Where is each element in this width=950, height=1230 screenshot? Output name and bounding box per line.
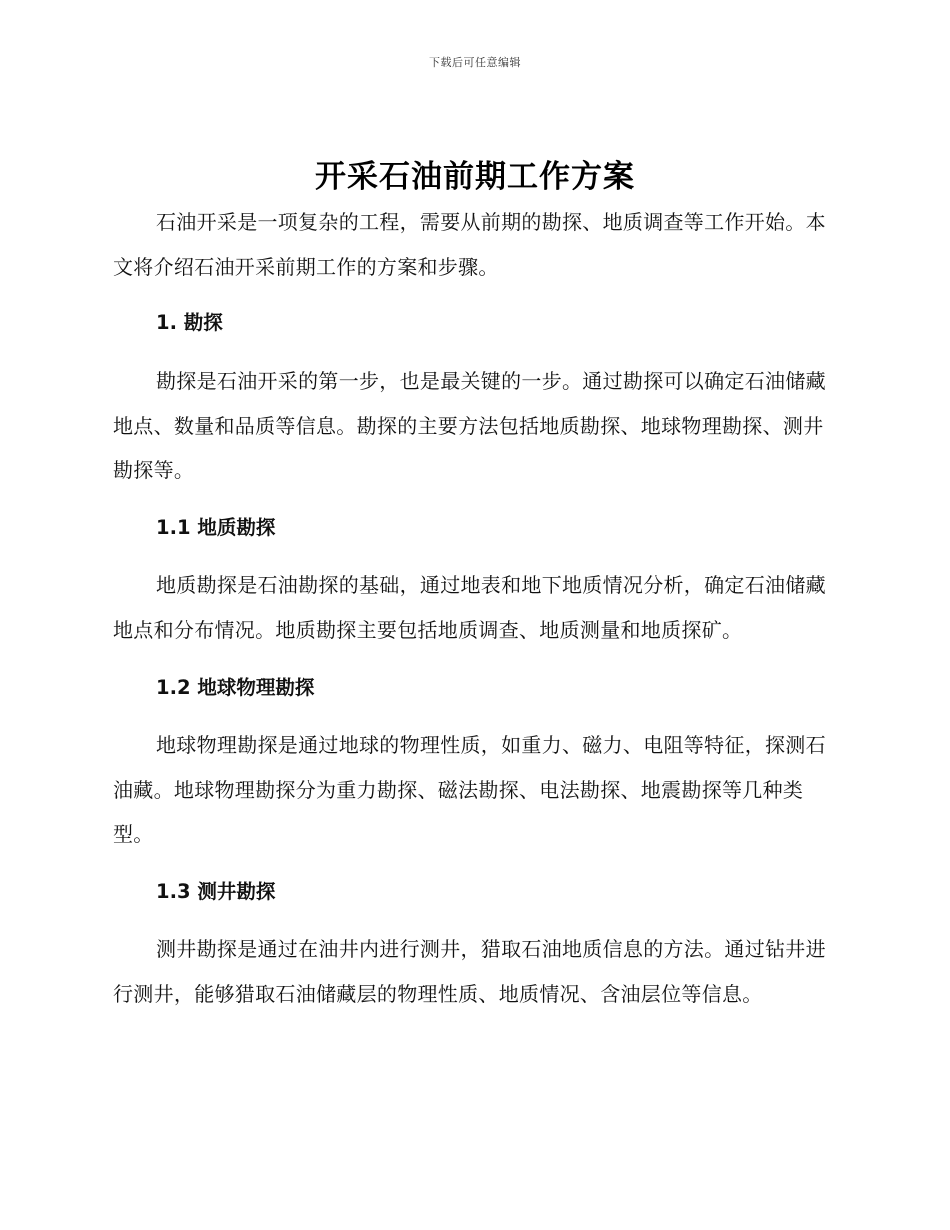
section-heading-1-2: 1.2 地球物理勘探 [156,676,315,699]
section-body-1-2: 地球物理勘探是通过地球的物理性质，如重力、磁力、电阻等特征，探测石油藏。地球物理勘探分为重力勘探、磁法勘探、电法勘探、地震勘探等几种类型。 [113,733,826,846]
section-heading-1-3: 1.3 测井勘探 [156,880,276,903]
section-heading-1-1: 1.1 地质勘探 [156,516,276,539]
section-body-1-1: 地质勘探是石油勘探的基础，通过地表和地下地质情况分析，确定石油储藏地点和分布情况。地质勘探主要包括地质调查、地质测量和地质探矿。 [113,573,826,642]
section-body-1-3: 测井勘探是通过在油井内进行测井，猎取石油地质信息的方法。通过钻井进行测井，能够猎取石油储藏层的物理性质、地质情况、含油层位等信息。 [113,937,826,1006]
intro-paragraph: 石油开采是一项复杂的工程，需要从前期的勘探、地质调查等工作开始。本文将介绍石油开采前期工作的方案和步骤。 [113,210,826,279]
header-note: 下载后可任意编辑 [429,56,521,69]
section-body-1: 勘探是石油开采的第一步，也是最关键的一步。通过勘探可以确定石油储藏地点、数量和品质等信息。勘探的主要方法包括地质勘探、地球物理勘探、测井勘探等。 [113,369,826,482]
document-title: 开采石油前期工作方案 [315,159,635,195]
section-heading-1: 1. 勘探 [156,311,223,334]
